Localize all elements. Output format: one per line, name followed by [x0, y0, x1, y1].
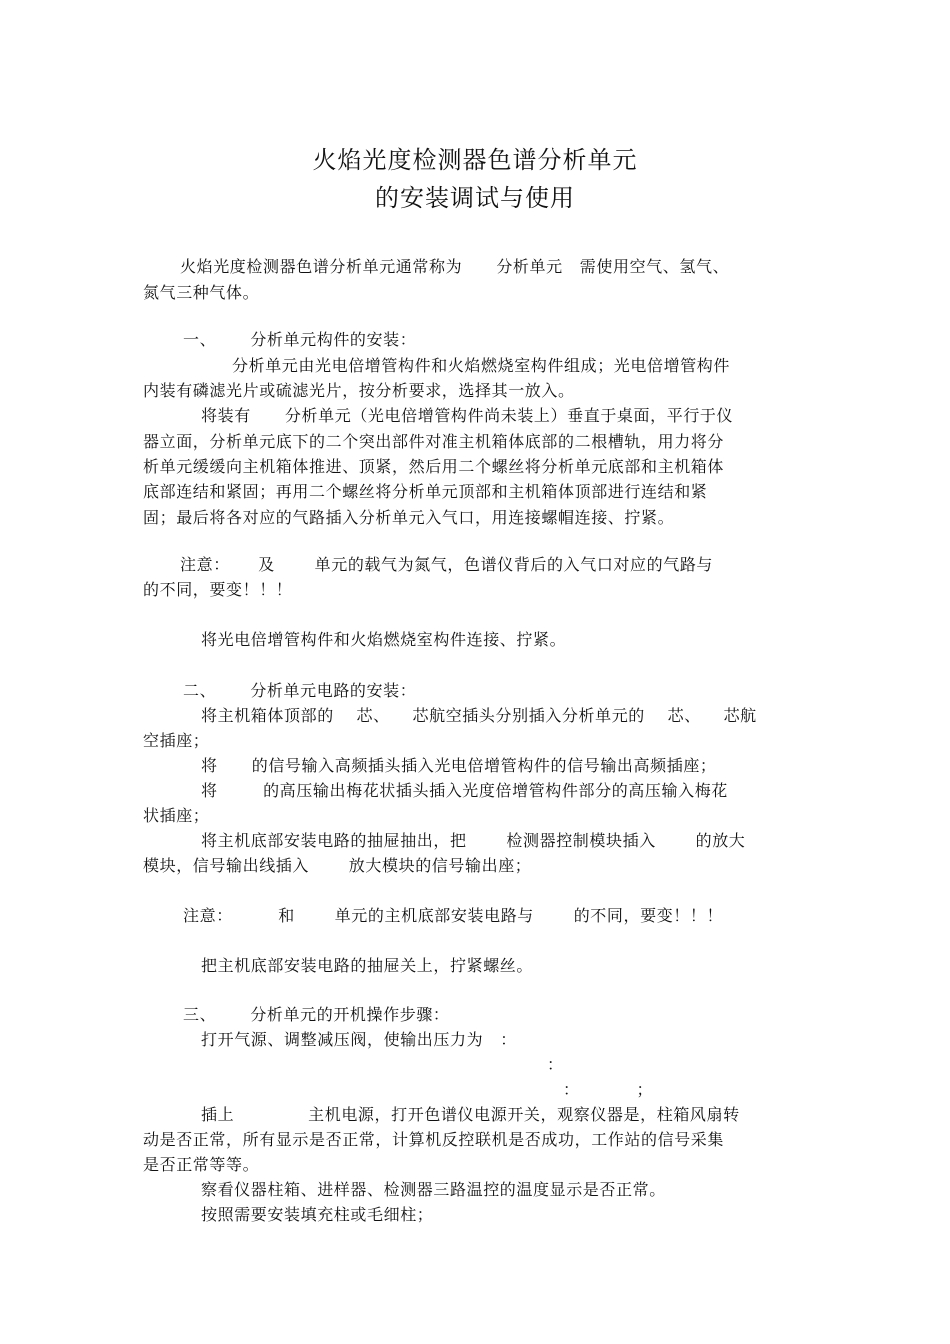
- section-1-paragraph-2-line-5: 固；最后将各对应的气路插入分析单元入气口，用连接螺帽连接、拧紧。: [143, 508, 675, 527]
- section-2-note: 注意： 和 单元的主机底部安装电路与 的不同，要变！！！: [183, 906, 724, 925]
- section-1-paragraph-2-line-2: 器立面，分析单元底下的二个突出部件对准主机箱体底部的二根槽轨，用力将分: [143, 432, 725, 451]
- section-2-heading: 二、 分析单元电路的安装：: [183, 681, 417, 700]
- section-3-paragraph-2-line-1: 插上 主机电源，打开色谱仪电源开关，观察仪器是，柱箱风扇转: [201, 1105, 740, 1124]
- section-1-paragraph-3: 将光电倍增管构件和火焰燃烧室构件连接、拧紧。: [201, 630, 567, 649]
- document-title-line2: 的安装调试与使用: [375, 184, 575, 212]
- section-3-paragraph-3: 察看仪器柱箱、进样器、检测器三路温控的温度显示是否正常。: [201, 1180, 666, 1199]
- section-3-pressure-colon-1: ：: [547, 1055, 564, 1074]
- section-1-paragraph-2-line-3: 析单元缓缓向主机箱体推进、顶紧，然后用二个螺丝将分析单元底部和主机箱体: [143, 457, 725, 476]
- section-1-heading: 一、 分析单元构件的安装：: [183, 330, 417, 349]
- section-1-paragraph-2-line-4: 底部连结和紧固；再用二个螺丝将分析单元顶部和主机箱体顶部进行连结和紧: [143, 482, 708, 501]
- section-1-note-line-2: 的不同，要变！！！: [143, 580, 293, 599]
- section-2-paragraph-3-line-2: 状插座；: [143, 806, 210, 825]
- section-1-paragraph-1-line-1: 分析单元由光电倍增管构件和火焰燃烧室构件组成；光电倍增管构件: [232, 356, 731, 375]
- section-2-paragraph-1-line-1: 将主机箱体顶部的 芯、 芯航空插头分别插入分析单元的 芯、 芯航: [201, 706, 757, 725]
- document-title-line1: 火焰光度检测器色谱分析单元: [312, 146, 638, 174]
- section-2-paragraph-3-line-1: 将 的高压输出梅花状插头插入光度倍增管构件部分的高压输入梅花: [201, 781, 728, 800]
- intro-line-2: 氮气三种气体。: [143, 283, 260, 302]
- section-2-paragraph-2: 将 的信号输入高频插头插入光电倍增管构件的信号输出高频插座；: [201, 756, 717, 775]
- section-3-heading: 三、 分析单元的开机操作步骤：: [183, 1005, 450, 1024]
- section-3-paragraph-4: 按照需要安装填充柱或毛细柱；: [201, 1205, 434, 1224]
- section-1-note-line-1: 注意： 及 单元的载气为氮气，色谱仪背后的入气口对应的气路与: [180, 555, 714, 574]
- intro-line-1: 火焰光度检测器色谱分析单元通常称为 分析单元 需使用空气、氢气、: [180, 257, 730, 276]
- section-3-pressure-colon-2: ： ；: [563, 1080, 654, 1099]
- section-3-paragraph-2-line-2: 动是否正常，所有显示是否正常，计算机反控联机是否成功，工作站的信号采集: [143, 1130, 725, 1149]
- section-2-paragraph-5: 把主机底部安装电路的抽屉关上，拧紧螺丝。: [201, 956, 534, 975]
- section-1-paragraph-1-line-2: 内装有磷滤光片或硫滤光片，按分析要求，选择其一放入。: [143, 381, 575, 400]
- section-3-paragraph-2-line-3: 是否正常等等。: [143, 1155, 260, 1174]
- section-2-paragraph-4-line-2: 模块，信号输出线插入 放大模块的信号输出座；: [143, 856, 532, 875]
- section-1-paragraph-2-line-1: 将装有 分析单元（光电倍增管构件尚未装上）垂直于桌面，平行于仪: [201, 406, 734, 425]
- section-3-paragraph-1: 打开气源、调整减压阀，使输出压力为 ：: [201, 1030, 517, 1049]
- section-2-paragraph-1-line-2: 空插座；: [143, 731, 210, 750]
- section-2-paragraph-4-line-1: 将主机底部安装电路的抽屉抽出，把 检测器控制模块插入 的放大: [201, 831, 746, 850]
